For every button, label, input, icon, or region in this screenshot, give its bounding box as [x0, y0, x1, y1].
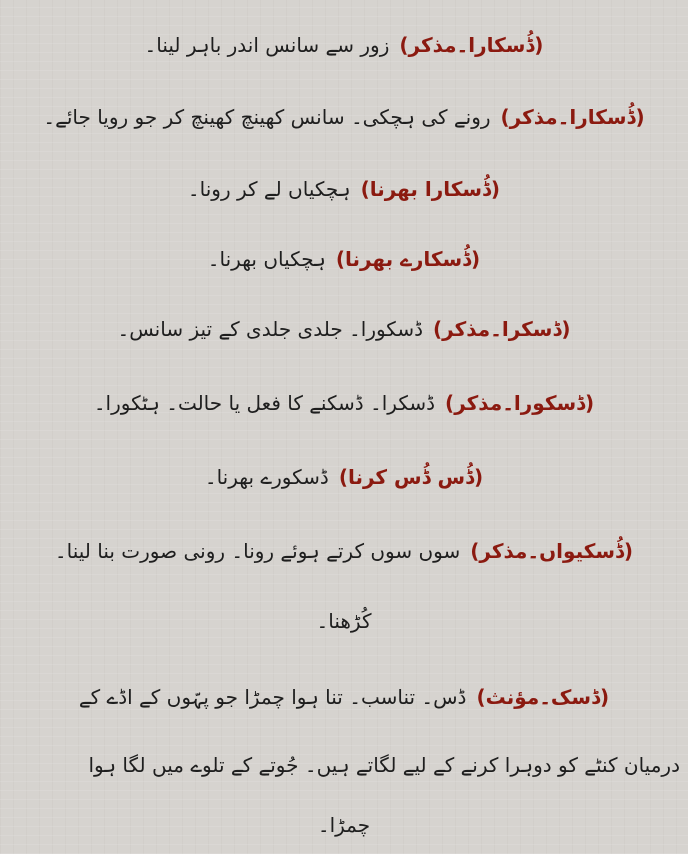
entry-definition: رونے کی ہچکی۔ سانس کھینچ کھینچ کر جو رویا جائے۔ [43, 105, 491, 129]
entry-line [8, 534, 680, 568]
entry-definition: درمیان کنٹے کو دوہرا کرنے کے لیے لگاتے ہیں۔ جُوتے کے تلوے میں لگا ہوا [88, 753, 680, 777]
entry-headword: (ڈسکورا۔مذکر) [445, 391, 595, 415]
entry-headword: (ڈُسکارا۔مذکر) [500, 105, 645, 129]
entry-headword: (ڈسک۔مؤنث) [476, 685, 610, 709]
entry-definition: کُڑھنا۔ [316, 609, 372, 633]
entry-definition: ڈسکورا۔ جلدی جلدی کے تیز سانس۔ [117, 317, 424, 341]
entry-line [8, 28, 680, 62]
entry-definition: ہچکیاں لے کر رونا۔ [187, 177, 351, 201]
entry-headword: (ڈُسکارا بھرنا) [360, 177, 501, 201]
entry-continuation-line [8, 604, 680, 638]
entry-headword: (ڈُسکارے بھرنا) [335, 247, 481, 271]
entry-definition: چمڑا۔ [317, 813, 371, 837]
entry-line [8, 172, 680, 206]
entry-definition: سوں سوں کرتے ہوئے رونا۔ رونی صورت بنا لینا۔ [54, 539, 461, 563]
entry-definition: ڈس۔ تناسب۔ تنا ہوا چمڑا جو پہّوں کے اڈے کے [78, 685, 467, 709]
entry-continuation-line [8, 748, 680, 782]
entry-definition: ڈسکرا۔ ڈسکنے کا فعل یا حالت۔ ہٹکورا۔ [93, 391, 436, 415]
entry-line [8, 460, 680, 494]
entry-line [8, 100, 680, 134]
entry-definition: زور سے سانس اندر باہر لینا۔ [144, 33, 390, 57]
entry-definition: ڈسکورے بھرنا۔ [204, 465, 329, 489]
entry-line [8, 242, 680, 276]
entry-headword: (ڈسکرا۔مذکر) [433, 317, 571, 341]
entry-definition: ہچکیاں بھرنا۔ [207, 247, 326, 271]
entry-line [8, 680, 680, 714]
entry-headword: (ڈُسکیواں۔مذکر) [470, 539, 634, 563]
entry-headword: (ڈُس ڈُس کرنا) [338, 465, 484, 489]
entry-headword: (ڈُسکارا۔مذکر) [399, 33, 544, 57]
entry-continuation-line [8, 808, 680, 842]
entry-line [8, 312, 680, 346]
entry-line [8, 386, 680, 420]
